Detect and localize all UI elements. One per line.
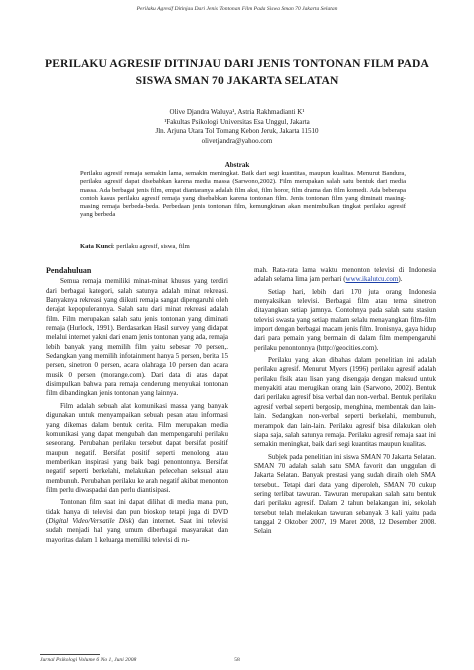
paragraph-text: Tontonan film saat ini dapat dilihat di media mana pun, tidak hanya di televisi dan pun bioskop tetapi juga di DVD ( <box>46 498 228 525</box>
abstract-body: Perilaku agresif remaja semakin lama, semakin meningkat. Baik dari segi kuantitas, maupun kualitas. Menurut Bandura, perilaku agresif dapat disebabkan karena media massa (Sarwono,2002). Film merupakan salah satu bentuk dari media massa. Ada berbagai jenis film, empat diantaranya adalah film aksi, film horor, film drama dan film komedi. Ada beberapa contoh kasus perilaku agresif remaja yang disebabkan karena tontonan film. Jenis tontonan film yang diminati masing-masing remaja berbeda-beda. Perbedaan jenis tontonan film, kemungkinan akan menimbulkan tingkat perilaku agresif yang berbeda <box>80 170 406 219</box>
paragraph-text: mah. Rata-rata lama waktu menonton televisi di Indonesia adalah selama lima jam perhari ( <box>254 266 436 284</box>
footer-rule <box>40 654 100 655</box>
paragraph-italic-text: Digital Video/Versatile Disk <box>48 516 132 525</box>
paragraph <box>46 498 228 545</box>
paragraph: Perilaku yang akan dibahas dalam penelitian ini adalah perilaku agresif. Menurut Myers (1996) perilaku agresif adalah perilaku fisik atau lisan yang disengaja dengan maksud untuk menyakiti atau merugikan orang lain (Sarwono, 2002). Bentuk dari perilaku agresif bisa verbal dan non-verbal. Bentuk perilaku agresif verbal seperti bergosip, menghina, membentak dan lain-lain. Sedangkan non-verbal seperti berkelahi, membunuh, merampok dan lain-lain. Perilaku agresif bisa dilakukan oleh siapa saja, salah satunya remaja. Perilaku agresif remaja saat ini semakin meningkat, baik dari segi kuantitas maupun kualitas. <box>254 356 436 449</box>
right-column <box>254 266 436 540</box>
author-address: Jln. Arjuna Utara Tol Tomang Kebon Jeruk, Jakarta 11510 <box>155 127 319 136</box>
left-column <box>46 266 228 548</box>
paragraph: Semua remaja memiliki minat-minat khusus yang terdiri dari berbagai kategori, salah satunya adalah minat rekreasi. Banyaknya rekreasi yang diikuti remaja sangat dipengaruhi oleh derajat kepopulerannya. Salah satu dari minat rekreasi adalah film. Film merupakan salah satu jenis tontonan yang diminati remaja (Hurlock, 1991). Berdasarkan Hasil survey yang didapat melalui internet yakni dari enam jenis tontonan yang ada, remaja lebih banyak yang memilih film yaitu sebesar 70 persen,. Sedangkan yang memilih infotainment hanya 5 persen, berita 15 persen, sinetron 0 persen, acara olahraga 10 persen dan acara musik 0 persen (morange.com). Dari data di atas dapat disimpulkan bahwa para remaja cenderung menyukai tontonan film dibandingkan jenis tontonan yang lainnya. <box>46 277 228 398</box>
author-block <box>60 108 414 146</box>
title-line-1: PERILAKU AGRESIF DITINJAU DARI JENIS TONTONAN FILM PADA <box>45 57 429 70</box>
title-line-2: SISWA SMAN 70 JAKARTA SELATAN <box>135 74 339 87</box>
abstract-heading: Abstrak <box>224 161 250 169</box>
footer-journal: Jurnal Psikologi Volume 6 No 1, Juni 2008 <box>40 657 137 663</box>
page-number: 58 <box>234 657 240 663</box>
paragraph: Setiap hari, lebih dari 170 juta orang Indonesia menyaksikan televisi. Berbagai film atau tema sinetron ditayangkan setiap jamnya. Contohnya pada salah satu stasiun televisi swasta yang setiap malam selalu menayangkan film-film import dengan berbagai macam jenis film. Ironisnya, gaya hidup dari para pemain yang bermain di dalam film mempengaruhi perilaku penontonnya (http://geocities.com). <box>254 287 436 352</box>
paragraph <box>254 266 436 285</box>
author-affiliation: ¹Fakultas Psikologi Universitas Esa Unggul, Jakarta <box>164 117 310 126</box>
section-heading-pendahuluan: Pendahuluan <box>46 266 92 275</box>
paragraph: Film adalah sebuah alat komunikasi massa yang banyak digunakan untuk menyampaikan sebuah pesan atau informasi yang dikemas dalam bentuk cerita. Film merupakan media komunikasi yang dapat mengubah dan mempengaruhi perilaku seseorang. Perubahan perilaku tersebut dapat bersifat positif maupun negatif. Bersifat positif seperti menolong atau memberikan inspirasi yang baik bagi penontonnya. Bersifat negatif seperti berkelahi, melakukan pelecehan seksual atau membunuh. Perubahan perilaku ke arah negatif akibat menonton film perlu diwaspadai dan perlu diantisipasi. <box>46 401 228 494</box>
keywords-list: : perilaku agresif, siswa, film <box>112 243 190 250</box>
author-names: Olive Djandra Waluya¹, Astria Rakhmadianti K¹ <box>169 108 305 116</box>
paragraph-text: ) dan internet. Saat ini televisi sudah menjadi hal yang umum diberbagai masyarakat dan mayoritas dalam 1 keluarga memiliki televisi di ru- <box>46 516 228 544</box>
paragraph-text: ). <box>398 275 403 284</box>
article-title <box>40 55 434 89</box>
keywords <box>80 243 406 251</box>
paragraph: Subjek pada penelitian ini siswa SMAN 70 Jakarta Selatan. SMAN 70 adalah salah satu SMA favorit dan unggulan di Jakarta Selatan. Banyak prestasi yang sudah diraih oleh SMA tersebut.. Tetapi dari data yang diperoleh, SMAN 70 cukup sering terlibat tawuran. Tawuran merupakan salah satu bentuk dari perilaku agresif. Dalam 2 tahun belakangan ini, sekolah tersebut telah melakukan tawuran sebanyak 3 kali yaitu pada tanggal 2 Oktober 2007, 19 Maret 2008, 12 Desember 2008. Selain <box>254 452 436 536</box>
keywords-label: Kata Kunci <box>80 243 113 250</box>
running-head: Perilaku Agresif Ditinjau Dari Jenis Tontonan Film Pada Siswa Sman 70 Jakarta Selatan <box>136 6 338 12</box>
author-email: olivetjandra@yahoo.com <box>201 136 273 145</box>
web-link[interactable]: www.ikalutcu.com <box>345 275 399 284</box>
